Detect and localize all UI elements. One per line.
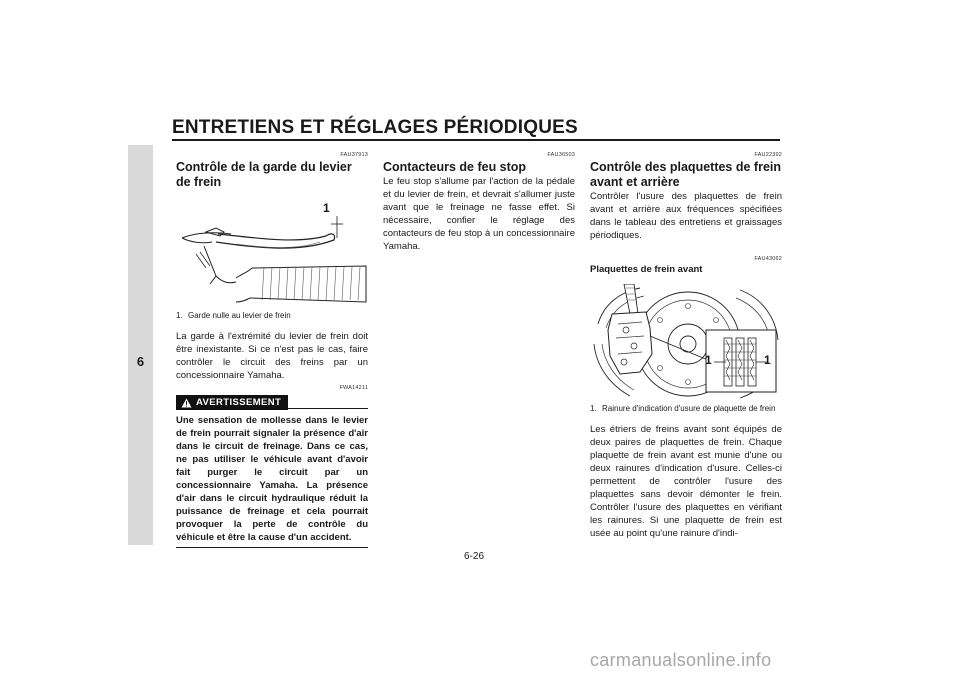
chapter-number: 6 xyxy=(136,354,145,369)
brake-lever-figure xyxy=(176,198,368,308)
watermark: carmanualsonline.info xyxy=(590,650,772,670)
caption-text: Rainure d'indication d'usure de plaquette de frein xyxy=(602,404,776,413)
warning-header xyxy=(176,395,368,410)
caption-number: 1. xyxy=(590,404,597,413)
caption-text: Garde nulle au levier de frein xyxy=(188,311,291,320)
subsection-code: FAU43062 xyxy=(754,256,782,262)
section-brake-pads xyxy=(590,152,782,540)
warning-badge xyxy=(176,395,288,410)
figure-caption xyxy=(590,404,782,414)
figure-callout-left: 1 xyxy=(705,353,712,367)
section-heading: Contrôle des plaquettes de frein avant et arrière xyxy=(590,160,782,189)
brake-lever-illustration xyxy=(176,198,368,308)
section-heading: Contrôle de la garde du levier de frein xyxy=(176,160,352,189)
section-heading: Contacteurs de feu stop xyxy=(383,160,527,174)
warning-text: Une sensation de mollesse dans le levier de frein pourrait signaler la présence d'air dans le circuit de freinage. Dans ce cas, ne pas utiliser le véhicule avant d'avoir fait purger le circuit par un concessionnaire Yamaha. La présence d'air dans le circuit hydraulique réduit la puissance de freinage et cela pourrait provoquer la perte de contrôle du véhicule et être la cause d'un accident. xyxy=(176,415,368,543)
section-brake-lever-play xyxy=(176,152,368,548)
brake-pad-figure xyxy=(590,284,782,400)
body-text: La garde à l'extrémité du levier de frein doit être inexistante. Si ce n'est pas le cas, faire contrôler le circuit des freins par un concessionnaire Yamaha. xyxy=(176,331,368,381)
body-text-2: Les étriers de freins avant sont équipés de deux paires de plaquettes de frein. Chaque plaquette de frein avant est munie d'une ou deux rainures d'indication d'usure. Celles-ci permettent de contrôler l'usure des plaquettes sans devoir démonter le frein. Contrôler l'usure des plaquettes en vérifiant les rainures. Si une plaquette de frein est usée au point qu'une rainure d'indi- xyxy=(590,424,782,539)
warning-triangle-icon xyxy=(181,398,192,408)
subsection-heading: Plaquettes de frein avant xyxy=(590,264,703,275)
page-number: 6-26 xyxy=(464,551,485,562)
figure-callout-right: 1 xyxy=(764,353,771,367)
section-code: FAU37913 xyxy=(340,152,368,158)
brake-caliper-illustration xyxy=(590,284,782,400)
body-text: Contrôler l'usure des plaquettes de frein avant et arrière aux fréquences spécifiées dans le tableau des entretiens et graissages périodiques. xyxy=(590,191,782,241)
section-code: FAU22392 xyxy=(754,152,782,158)
figure-callout: 1 xyxy=(323,201,330,215)
chapter-tab xyxy=(128,145,153,545)
body-text: Le feu stop s'allume par l'action de la pédale et du levier de frein, et devrait s'allumer juste avant que le freinage ne fasse effet. Si nécessaire, confier le réglage des contacteurs de feu stop à un concessionnaire Yamaha. xyxy=(383,176,575,252)
warning-rule-top xyxy=(288,408,368,409)
section-brake-light-switches xyxy=(383,152,575,253)
figure-caption xyxy=(176,311,368,321)
page-title: ENTRETIENS ET RÉGLAGES PÉRIODIQUES xyxy=(172,117,578,138)
section-code: FAU36503 xyxy=(547,152,575,158)
header-rule xyxy=(172,139,780,141)
warning-rule-bottom xyxy=(176,547,368,548)
warning-label: AVERTISSEMENT xyxy=(196,397,282,408)
caption-number: 1. xyxy=(176,311,183,320)
warning-code: FWA14211 xyxy=(339,385,368,391)
